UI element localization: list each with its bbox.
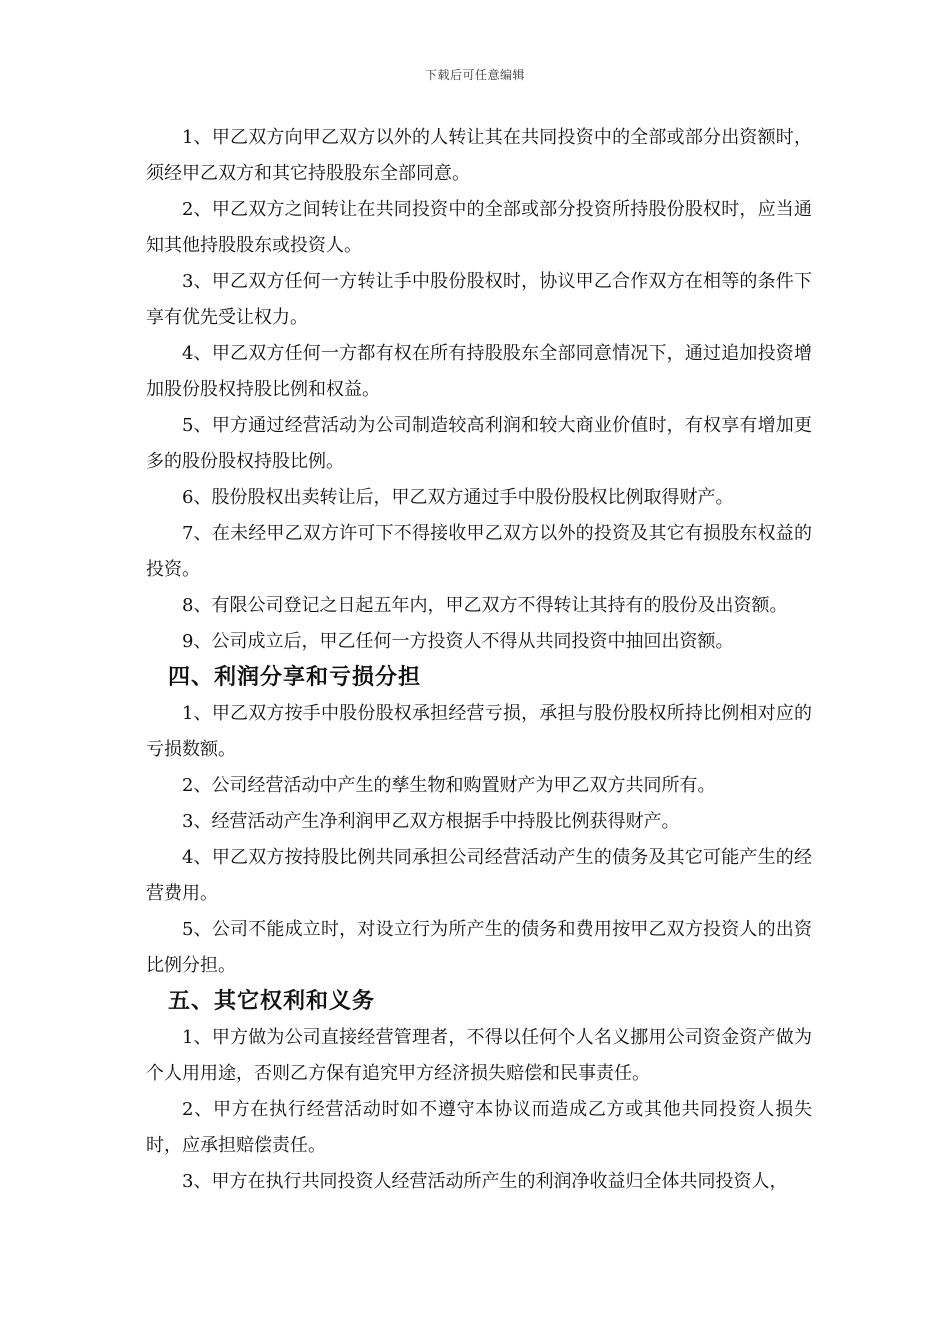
- document-body: [146, 120, 812, 1200]
- page-header: 下载后可任意编辑: [424, 68, 525, 82]
- clause-paragraph: 2、甲方在执行经营活动时如不遵守本协议而造成乙方或其他共同投资人损失时，应承担赔偿责任。: [146, 1099, 812, 1156]
- clause-paragraph: 7、在未经甲乙双方许可下不得接收甲乙双方以外的投资及其它有损股东权益的投资。: [146, 523, 812, 580]
- other-rights-clauses: [146, 1020, 812, 1200]
- clause-paragraph: 3、甲乙双方任何一方转让手中股份股权时，协议甲乙合作双方在相等的条件下享有优先受让权力。: [146, 271, 812, 328]
- profit-loss-clauses: [146, 696, 812, 984]
- clause-paragraph: 4、甲乙双方任何一方都有权在所有持股股东全部同意情况下，通过追加投资增加股份股权持股比例和权益。: [146, 343, 812, 400]
- clause-paragraph: 1、甲方做为公司直接经营管理者，不得以任何个人名义挪用公司资金资产做为个人用用途，否则乙方保有追究甲方经济损失赔偿和民事责任。: [146, 1027, 812, 1084]
- transfer-clauses: [146, 120, 812, 660]
- clause-paragraph: 4、甲乙双方按持股比例共同承担公司经营活动产生的债务及其它可能产生的经营费用。: [146, 847, 812, 904]
- clause-paragraph: 5、甲方通过经营活动为公司制造较高利润和较大商业价值时，有权享有增加更多的股份股权持股比例。: [146, 415, 812, 472]
- clause-paragraph: 5、公司不能成立时，对设立行为所产生的债务和费用按甲乙双方投资人的出资比例分担。: [146, 919, 812, 976]
- clause-paragraph: 3、经营活动产生净利润甲乙双方根据手中持股比例获得财产。: [182, 811, 680, 832]
- clause-paragraph: 6、股份股权出卖转让后，甲乙双方通过手中股份股权比例取得财产。: [182, 487, 734, 508]
- clause-paragraph: 2、公司经营活动中产生的孳生物和购置财产为甲乙双方共同所有。: [182, 775, 716, 796]
- section-heading-other-rights: 五、其它权利和义务: [168, 989, 376, 1014]
- clause-paragraph: 3、甲方在执行共同投资人经营活动所产生的利润净收益归全体共同投资人，: [182, 1171, 788, 1192]
- clause-paragraph: 1、甲乙双方按手中股份股权承担经营亏损，承担与股份股权所持比例相对应的亏损数额。: [146, 703, 812, 760]
- clause-paragraph: 8、有限公司登记之日起五年内，甲乙双方不得转让其持有的股份及出资额。: [182, 595, 788, 616]
- clause-paragraph: 1、甲乙双方向甲乙双方以外的人转让其在共同投资中的全部或部分出资额时，须经甲乙双方和其它持股股东全部同意。: [146, 127, 812, 184]
- section-heading-profit-loss: 四、利润分享和亏损分担: [168, 665, 422, 690]
- clause-paragraph: 2、甲乙双方之间转让在共同投资中的全部或部分投资所持股份股权时，应当通知其他持股股东或投资人。: [146, 199, 812, 256]
- clause-paragraph: 9、公司成立后，甲乙任何一方投资人不得从共同投资中抽回出资额。: [182, 631, 734, 652]
